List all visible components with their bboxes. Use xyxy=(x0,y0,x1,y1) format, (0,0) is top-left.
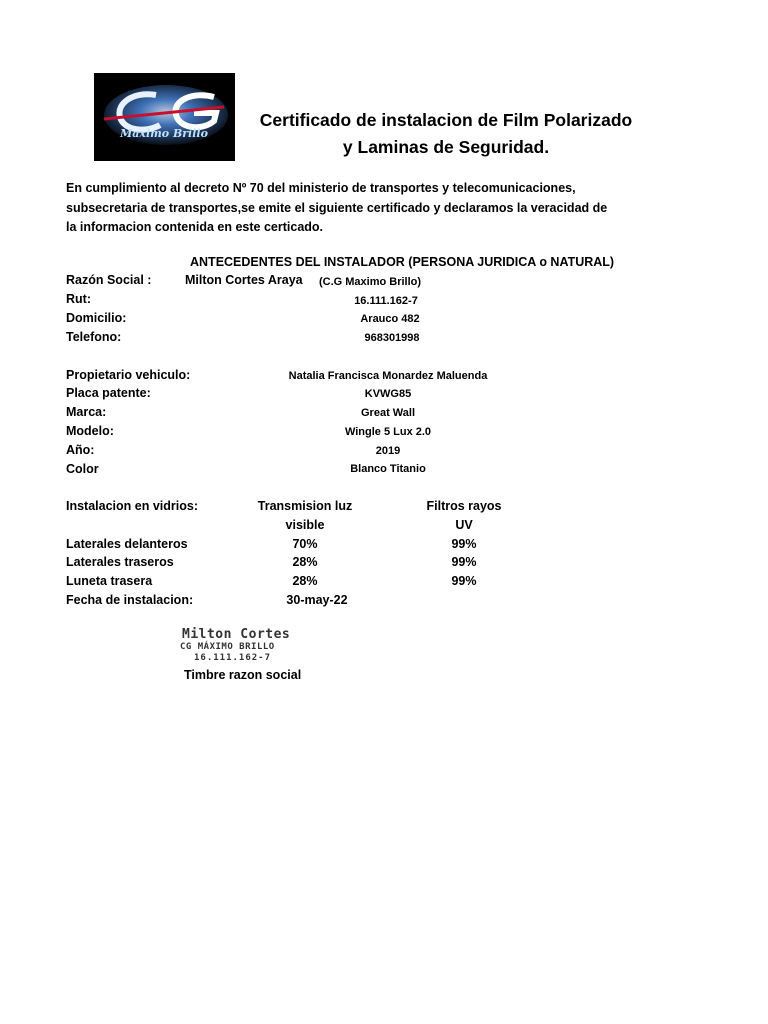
uv-header-line-1: Filtros rayos xyxy=(426,499,502,513)
row-label: Laterales traseros xyxy=(66,555,174,569)
plate-label: Placa patente: xyxy=(66,386,151,400)
installer-heading: ANTECEDENTES DEL INSTALADOR (PERSONA JURIDICA o NATURAL) xyxy=(190,255,615,269)
company-logo xyxy=(94,73,235,161)
year-value: 2019 xyxy=(375,445,401,457)
install-label: Instalacion en vidrios: xyxy=(66,499,198,513)
uv-header-line-2: UV xyxy=(455,518,473,532)
telefono-label: Telefono: xyxy=(66,330,122,344)
telefono-value: 968301998 xyxy=(364,332,420,344)
row-uv-value: 99% xyxy=(451,574,477,588)
company-stamp xyxy=(178,627,293,667)
title-line-1: Certificado de instalacion de Film Polarizado xyxy=(259,110,633,130)
color-value: Blanco Titanio xyxy=(350,463,426,475)
rut-value: 16.111.162-7 xyxy=(354,295,418,307)
intro-line-3: la informacion contenida en este certicado. xyxy=(66,220,324,234)
intro-line-2: subsecretaria de transportes,se emite el siguiente certificado y declaramos la veracidad de xyxy=(66,201,608,215)
brand-label: Marca: xyxy=(66,405,107,419)
stamp-line-1: Milton Cortes xyxy=(182,627,291,642)
row-light-value: 28% xyxy=(292,574,318,588)
domicilio-label: Domicilio: xyxy=(66,311,127,325)
model-value: Wingle 5 Lux 2.0 xyxy=(344,426,432,438)
date-value: 30-may-22 xyxy=(286,593,348,607)
logo-text: Maximo Brillo xyxy=(120,127,208,140)
title-line-2: y Laminas de Seguridad. xyxy=(342,137,550,157)
razon-social-extra: (C.G Maximo Brillo) xyxy=(318,276,422,288)
date-label: Fecha de instalacion: xyxy=(66,593,194,607)
rut-label: Rut: xyxy=(66,292,91,306)
stamp-line-3: 16.111.162-7 xyxy=(194,653,272,663)
row-light-value: 70% xyxy=(292,537,318,551)
stamp-line-2: CG MÁXIMO BRILLO xyxy=(180,642,275,652)
intro-line-1: En cumplimiento al decreto Nº 70 del ministerio de transportes y telecomunicaciones, xyxy=(66,181,576,195)
brand-value: Great Wall xyxy=(361,407,415,419)
razon-social-label: Razón Social : xyxy=(66,273,152,287)
color-label: Color xyxy=(66,462,99,476)
stamp-caption: Timbre razon social xyxy=(184,668,302,682)
model-label: Modelo: xyxy=(66,424,114,438)
plate-value: KVWG85 xyxy=(364,388,412,400)
razon-social-value: Milton Cortes Araya xyxy=(185,273,303,287)
row-light-value: 28% xyxy=(292,555,318,569)
row-label: Luneta trasera xyxy=(66,574,153,588)
row-uv-value: 99% xyxy=(451,555,477,569)
domicilio-value: Arauco 482 xyxy=(360,313,420,325)
owner-label: Propietario vehiculo: xyxy=(66,368,191,382)
year-label: Año: xyxy=(66,443,95,457)
row-label: Laterales delanteros xyxy=(66,537,188,551)
owner-value: Natalia Francisca Monardez Maluenda xyxy=(288,370,488,382)
row-uv-value: 99% xyxy=(451,537,477,551)
light-header-line-1: Transmision luz xyxy=(257,499,353,513)
light-header-line-2: visible xyxy=(285,518,325,532)
